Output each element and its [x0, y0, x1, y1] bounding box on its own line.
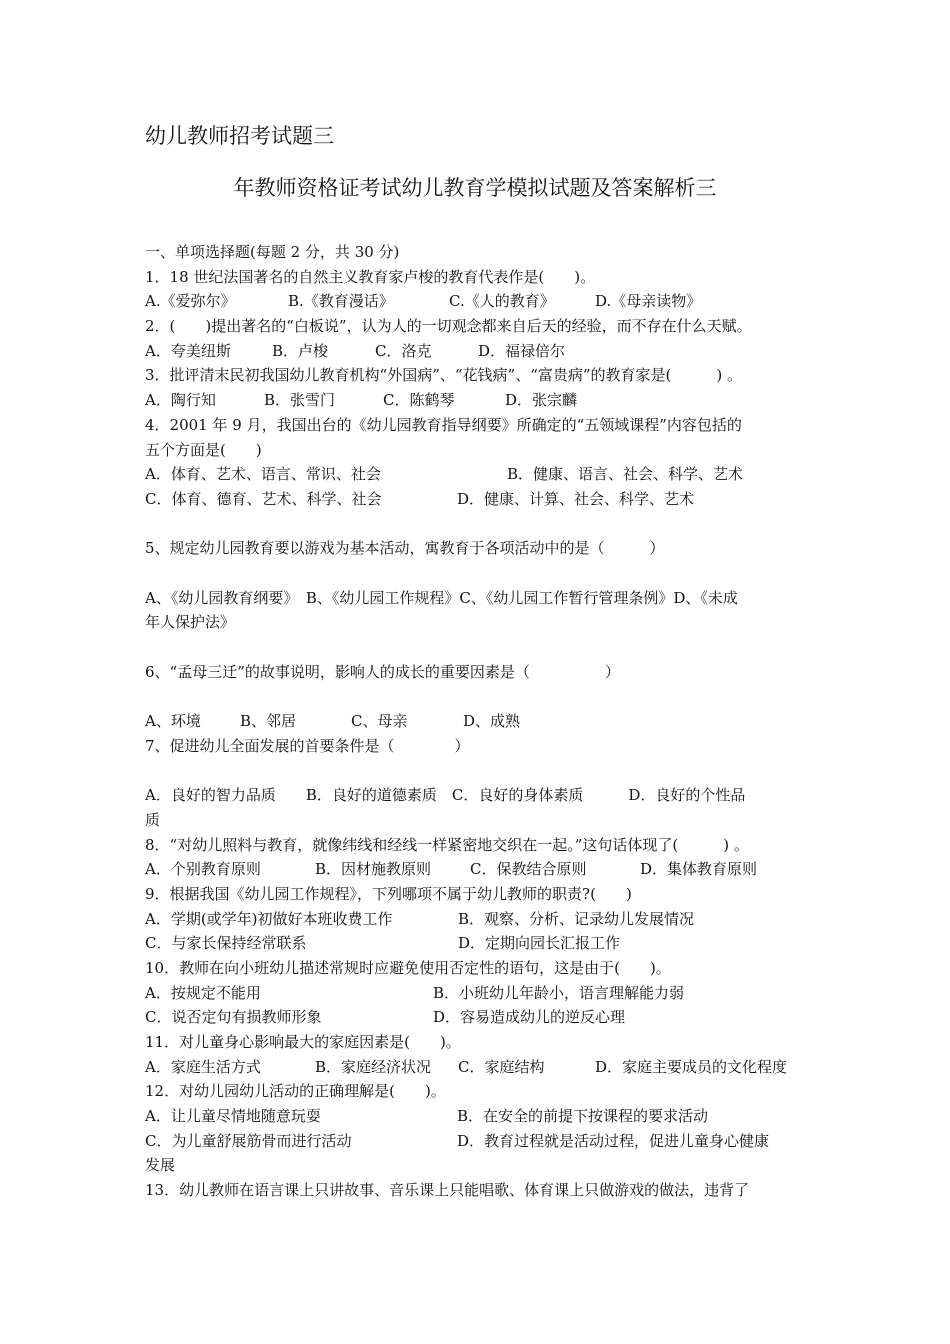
- option-b: B．家庭经济状况: [315, 1057, 432, 1076]
- question-2-stem: 2．( )提出著名的“白板说”，认为人的一切观念都来自后天的经验，而不存在什么天赋。: [145, 317, 752, 336]
- question-7-stem: 7、促进幼儿全面发展的首要条件是（ ）: [145, 736, 470, 755]
- option-d: D．健康、计算、社会、科学、艺术: [457, 489, 695, 508]
- question-10-options-row2: [145, 1005, 810, 1030]
- option-c: C．家庭结构: [458, 1057, 545, 1076]
- option-a: A．家庭生活方式: [145, 1057, 261, 1076]
- option-d: D．家庭主要成员的文化程度: [595, 1057, 788, 1076]
- option-d: D、成熟: [463, 712, 521, 731]
- option-a: A．学期(或学年)初做好本班收费工作: [145, 909, 393, 928]
- question-1-options: [145, 289, 810, 314]
- option-c: C．体育、德育、艺术、科学、社会: [145, 489, 382, 508]
- option-b: B．小班幼儿年龄小，语言理解能力弱: [433, 983, 685, 1002]
- option-c: C．与家长保持经常联系: [145, 934, 307, 953]
- option-a: A．个别教育原则: [145, 860, 261, 879]
- option-a: A．按规定不能用: [145, 983, 261, 1002]
- option-a: A.《爱弥尔》: [145, 292, 236, 311]
- section-heading: 一、单项选择题(每题 2 分，共 30 分): [145, 243, 400, 261]
- question-10-stem: 10．教师在向小班幼儿描述常规时应避免使用否定性的语句，这是由于( )。: [145, 958, 671, 977]
- option-a: A．夸美纽斯: [145, 341, 231, 360]
- question-2-options: [145, 339, 810, 364]
- question-6-stem: 6、“孟母三迁”的故事说明，影响人的成长的重要因素是（ ）: [145, 662, 620, 681]
- option-d: D．容易造成幼儿的逆反心理: [433, 1008, 626, 1027]
- question-6-options: [145, 709, 810, 734]
- question-9-stem: 9．根据我国《幼儿园工作规程》，下列哪项不属于幼儿教师的职责?( ): [145, 884, 632, 903]
- option-c: C．保教结合原则: [470, 860, 587, 879]
- option-d: D．教育过程就是活动过程，促进儿童身心健康: [457, 1131, 770, 1150]
- option-d: D.《母亲读物》: [595, 292, 702, 311]
- question-8-stem: 8．“对幼儿照料与教育，就像纬线和经线一样紧密地交织在一起。”这句话体现了( ) 。: [145, 835, 749, 854]
- question-7-options-cont: 质: [145, 810, 161, 829]
- option-d: D．集体教育原则: [640, 860, 758, 879]
- option-b: B．卢梭: [272, 341, 329, 360]
- option-a: A．让儿童尽情地随意玩耍: [145, 1107, 321, 1126]
- option-d: D．定期向园长汇报工作: [458, 934, 621, 953]
- question-3-options: [145, 388, 810, 413]
- option-b: B、邻居: [240, 712, 297, 731]
- option-a: A．陶行知: [145, 391, 216, 410]
- option-b: B．张雪门: [264, 391, 336, 410]
- option-b: B．因材施教原则: [315, 860, 432, 879]
- option-c: C．陈鹤琴: [383, 391, 455, 410]
- question-9-options-row2: [145, 931, 810, 956]
- document-subtitle: 年教师资格证考试幼儿教育学模拟试题及答案解析三: [233, 176, 717, 200]
- question-11-options: [145, 1055, 810, 1080]
- option-b: B.《教育漫话》: [288, 292, 394, 311]
- option-c: C、母亲: [351, 712, 408, 731]
- question-7-options: A．良好的智力品质 B．良好的道德素质 C．良好的身体素质 D．良好的个性品: [145, 786, 746, 805]
- option-b: B．健康、语言、社会、科学、艺术: [507, 465, 744, 484]
- option-d: D．张宗麟: [505, 391, 578, 410]
- option-a: A．体育、艺术、语言、常识、社会: [145, 465, 381, 484]
- option-c: C．为儿童舒展筋骨而进行活动: [145, 1131, 352, 1150]
- question-1-stem: 1．18 世纪法国著名的自然主义教育家卢梭的教育代表作是( )。: [145, 267, 596, 286]
- question-4-options-row1: [145, 462, 810, 487]
- question-12-stem: 12．对幼儿园幼儿活动的正确理解是( )。: [145, 1082, 446, 1101]
- question-8-options: [145, 857, 810, 882]
- question-10-options-row1: [145, 981, 810, 1006]
- question-4-stem: 4．2001 年 9 月，我国出台的《幼儿园教育指导纲要》所确定的“五领域课程”内容包括的: [145, 415, 742, 434]
- document-title: 幼儿教师招考试题三: [145, 124, 334, 148]
- question-13-stem: 13．幼儿教师在语言课上只讲故事、音乐课上只能唱歌、体育课上只做游戏的做法，违背了: [145, 1181, 750, 1200]
- question-5-options-cont: 年人保护法》: [145, 613, 236, 632]
- question-9-options-row1: [145, 907, 810, 932]
- question-12-options-row1: [145, 1104, 810, 1129]
- question-11-stem: 11．对儿童身心影响最大的家庭因素是( )。: [145, 1033, 461, 1051]
- question-12-options-row2: [145, 1129, 810, 1154]
- question-list: [145, 240, 810, 1203]
- question-5-options: A、《幼儿园教育纲要》 B、《幼儿园工作规程》C、《幼儿园工作暂行管理条例》D、《未成: [145, 588, 738, 607]
- question-5-stem: 5、规定幼儿园教育要以游戏为基本活动，寓教育于各项活动中的是（ ）: [145, 539, 665, 558]
- option-c: C．说否定句有损教师形象: [145, 1008, 322, 1027]
- question-4-stem-cont: 五个方面是( ): [145, 440, 262, 459]
- option-b: B．在安全的前提下按课程的要求活动: [457, 1107, 709, 1126]
- option-c: C．洛克: [375, 341, 432, 360]
- question-3-stem: 3．批评清末民初我国幼儿教育机构“外国病”、“花钱病”、“富贵病”的教育家是( ) 。: [145, 366, 743, 385]
- option-d: D．福禄倍尔: [478, 341, 566, 360]
- option-b: B．观察、分析、记录幼儿发展情况: [458, 909, 695, 928]
- option-a: A、环境: [145, 712, 201, 731]
- question-4-options-row2: [145, 487, 810, 512]
- option-c: C.《人的教育》: [449, 292, 555, 311]
- question-12-option-d-cont: 发展: [145, 1156, 176, 1175]
